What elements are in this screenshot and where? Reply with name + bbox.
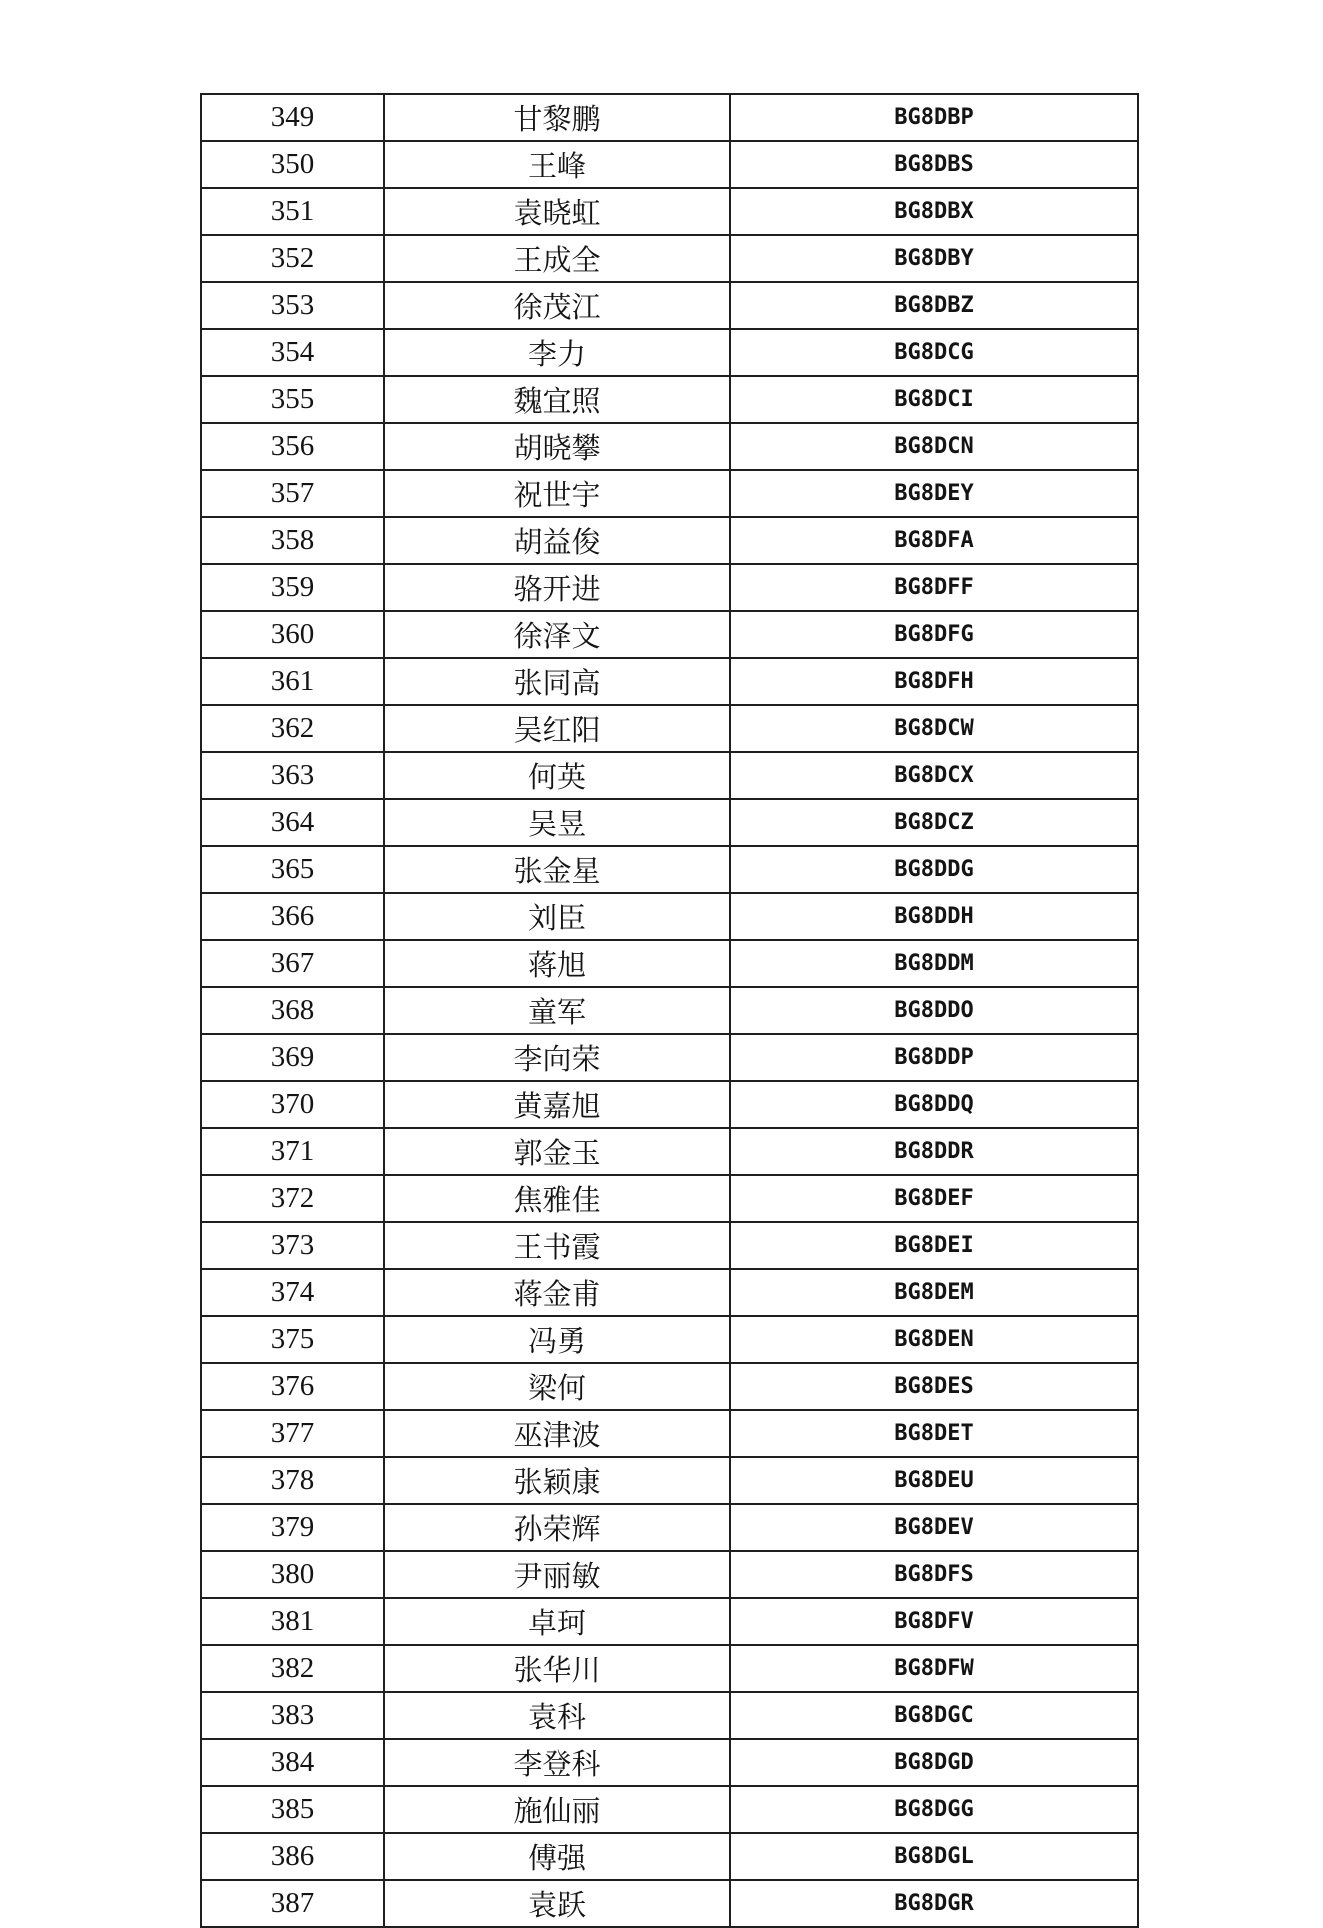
callsign-cell: BG8DCG — [730, 329, 1138, 376]
callsign-cell: BG8DEY — [730, 470, 1138, 517]
name-cell: 蒋金甫 — [384, 1269, 730, 1316]
name-cell: 黄嘉旭 — [384, 1081, 730, 1128]
table-row — [201, 1034, 1138, 1081]
table-row — [201, 1457, 1138, 1504]
row-number-cell: 370 — [201, 1081, 384, 1128]
name-cell: 何英 — [384, 752, 730, 799]
name-cell: 王峰 — [384, 141, 730, 188]
name-cell: 吴昱 — [384, 799, 730, 846]
table-row — [201, 1739, 1138, 1786]
name-cell: 刘臣 — [384, 893, 730, 940]
callsign-cell: BG8DEI — [730, 1222, 1138, 1269]
callsign-cell: BG8DGL — [730, 1833, 1138, 1880]
row-number-cell: 375 — [201, 1316, 384, 1363]
callsign-cell: BG8DCX — [730, 752, 1138, 799]
callsign-cell: BG8DBS — [730, 141, 1138, 188]
row-number-cell: 377 — [201, 1410, 384, 1457]
row-number-cell: 374 — [201, 1269, 384, 1316]
name-cell: 吴红阳 — [384, 705, 730, 752]
table-row — [201, 517, 1138, 564]
name-cell: 胡晓攀 — [384, 423, 730, 470]
name-cell: 王成全 — [384, 235, 730, 282]
name-cell: 孙荣辉 — [384, 1504, 730, 1551]
row-number-cell: 358 — [201, 517, 384, 564]
table-row — [201, 188, 1138, 235]
callsign-cell: BG8DGG — [730, 1786, 1138, 1833]
table-row — [201, 329, 1138, 376]
row-number-cell: 354 — [201, 329, 384, 376]
callsign-cell: BG8DGD — [730, 1739, 1138, 1786]
row-number-cell: 360 — [201, 611, 384, 658]
row-number-cell: 367 — [201, 940, 384, 987]
row-number-cell: 385 — [201, 1786, 384, 1833]
row-number-cell: 366 — [201, 893, 384, 940]
callsign-table-body — [201, 94, 1138, 1927]
row-number-cell: 356 — [201, 423, 384, 470]
callsign-cell: BG8DDH — [730, 893, 1138, 940]
callsign-cell: BG8DBY — [730, 235, 1138, 282]
table-row — [201, 1175, 1138, 1222]
callsign-cell: BG8DEF — [730, 1175, 1138, 1222]
callsign-cell: BG8DBX — [730, 188, 1138, 235]
callsign-cell: BG8DFG — [730, 611, 1138, 658]
row-number-cell: 359 — [201, 564, 384, 611]
callsign-cell: BG8DET — [730, 1410, 1138, 1457]
table-row — [201, 564, 1138, 611]
callsign-table — [200, 93, 1139, 1928]
table-row — [201, 1363, 1138, 1410]
row-number-cell: 380 — [201, 1551, 384, 1598]
name-cell: 张同高 — [384, 658, 730, 705]
callsign-cell: BG8DCN — [730, 423, 1138, 470]
table-row — [201, 282, 1138, 329]
callsign-cell: BG8DFS — [730, 1551, 1138, 1598]
name-cell: 童军 — [384, 987, 730, 1034]
row-number-cell: 363 — [201, 752, 384, 799]
callsign-cell: BG8DFW — [730, 1645, 1138, 1692]
callsign-cell: BG8DGR — [730, 1880, 1138, 1927]
row-number-cell: 387 — [201, 1880, 384, 1927]
callsign-cell: BG8DBP — [730, 94, 1138, 141]
table-row — [201, 1081, 1138, 1128]
row-number-cell: 383 — [201, 1692, 384, 1739]
name-cell: 冯勇 — [384, 1316, 730, 1363]
callsign-cell: BG8DCZ — [730, 799, 1138, 846]
callsign-cell: BG8DBZ — [730, 282, 1138, 329]
name-cell: 郭金玉 — [384, 1128, 730, 1175]
callsign-cell: BG8DEN — [730, 1316, 1138, 1363]
callsign-cell: BG8DDO — [730, 987, 1138, 1034]
row-number-cell: 362 — [201, 705, 384, 752]
table-row — [201, 376, 1138, 423]
row-number-cell: 355 — [201, 376, 384, 423]
callsign-cell: BG8DFV — [730, 1598, 1138, 1645]
callsign-cell: BG8DCI — [730, 376, 1138, 423]
row-number-cell: 369 — [201, 1034, 384, 1081]
callsign-cell: BG8DFF — [730, 564, 1138, 611]
callsign-cell: BG8DCW — [730, 705, 1138, 752]
row-number-cell: 384 — [201, 1739, 384, 1786]
table-row — [201, 1410, 1138, 1457]
table-row — [201, 987, 1138, 1034]
row-number-cell: 378 — [201, 1457, 384, 1504]
row-number-cell: 373 — [201, 1222, 384, 1269]
name-cell: 张颖康 — [384, 1457, 730, 1504]
name-cell: 李力 — [384, 329, 730, 376]
name-cell: 王书霞 — [384, 1222, 730, 1269]
table-row — [201, 1598, 1138, 1645]
table-row — [201, 1269, 1138, 1316]
name-cell: 袁晓虹 — [384, 188, 730, 235]
table-row — [201, 658, 1138, 705]
table-row — [201, 893, 1138, 940]
table-row — [201, 94, 1138, 141]
name-cell: 巫津波 — [384, 1410, 730, 1457]
table-row — [201, 1504, 1138, 1551]
row-number-cell: 365 — [201, 846, 384, 893]
row-number-cell: 372 — [201, 1175, 384, 1222]
callsign-cell: BG8DES — [730, 1363, 1138, 1410]
callsign-cell: BG8DDP — [730, 1034, 1138, 1081]
callsign-cell: BG8DEV — [730, 1504, 1138, 1551]
name-cell: 焦雅佳 — [384, 1175, 730, 1222]
table-row — [201, 940, 1138, 987]
table-row — [201, 846, 1138, 893]
name-cell: 袁科 — [384, 1692, 730, 1739]
callsign-cell: BG8DFH — [730, 658, 1138, 705]
table-row — [201, 1645, 1138, 1692]
row-number-cell: 351 — [201, 188, 384, 235]
row-number-cell: 353 — [201, 282, 384, 329]
name-cell: 张金星 — [384, 846, 730, 893]
row-number-cell: 381 — [201, 1598, 384, 1645]
name-cell: 尹丽敏 — [384, 1551, 730, 1598]
row-number-cell: 368 — [201, 987, 384, 1034]
table-row — [201, 752, 1138, 799]
row-number-cell: 350 — [201, 141, 384, 188]
name-cell: 李向荣 — [384, 1034, 730, 1081]
table-row — [201, 799, 1138, 846]
name-cell: 张华川 — [384, 1645, 730, 1692]
table-row — [201, 1692, 1138, 1739]
callsign-cell: BG8DDG — [730, 846, 1138, 893]
table-row — [201, 705, 1138, 752]
table-row — [201, 470, 1138, 517]
row-number-cell: 371 — [201, 1128, 384, 1175]
callsign-cell: BG8DDQ — [730, 1081, 1138, 1128]
row-number-cell: 352 — [201, 235, 384, 282]
table-row — [201, 1316, 1138, 1363]
table-row — [201, 235, 1138, 282]
name-cell: 梁何 — [384, 1363, 730, 1410]
callsign-cell: BG8DGC — [730, 1692, 1138, 1739]
name-cell: 傅强 — [384, 1833, 730, 1880]
row-number-cell: 376 — [201, 1363, 384, 1410]
callsign-cell: BG8DFA — [730, 517, 1138, 564]
row-number-cell: 357 — [201, 470, 384, 517]
table-row — [201, 1786, 1138, 1833]
callsign-cell: BG8DDM — [730, 940, 1138, 987]
name-cell: 胡益俊 — [384, 517, 730, 564]
table-row — [201, 1833, 1138, 1880]
name-cell: 袁跃 — [384, 1880, 730, 1927]
name-cell: 甘黎鹏 — [384, 94, 730, 141]
row-number-cell: 349 — [201, 94, 384, 141]
table-row — [201, 1128, 1138, 1175]
table-row — [201, 611, 1138, 658]
callsign-cell: BG8DEU — [730, 1457, 1138, 1504]
row-number-cell: 379 — [201, 1504, 384, 1551]
name-cell: 李登科 — [384, 1739, 730, 1786]
name-cell: 施仙丽 — [384, 1786, 730, 1833]
row-number-cell: 386 — [201, 1833, 384, 1880]
name-cell: 蒋旭 — [384, 940, 730, 987]
table-row — [201, 1551, 1138, 1598]
name-cell: 卓珂 — [384, 1598, 730, 1645]
callsign-cell: BG8DEM — [730, 1269, 1138, 1316]
row-number-cell: 364 — [201, 799, 384, 846]
table-row — [201, 423, 1138, 470]
callsign-cell: BG8DDR — [730, 1128, 1138, 1175]
table-row — [201, 141, 1138, 188]
table-row — [201, 1222, 1138, 1269]
name-cell: 骆开进 — [384, 564, 730, 611]
row-number-cell: 382 — [201, 1645, 384, 1692]
row-number-cell: 361 — [201, 658, 384, 705]
name-cell: 徐茂江 — [384, 282, 730, 329]
name-cell: 魏宜照 — [384, 376, 730, 423]
name-cell: 祝世宇 — [384, 470, 730, 517]
table-row — [201, 1880, 1138, 1927]
name-cell: 徐泽文 — [384, 611, 730, 658]
